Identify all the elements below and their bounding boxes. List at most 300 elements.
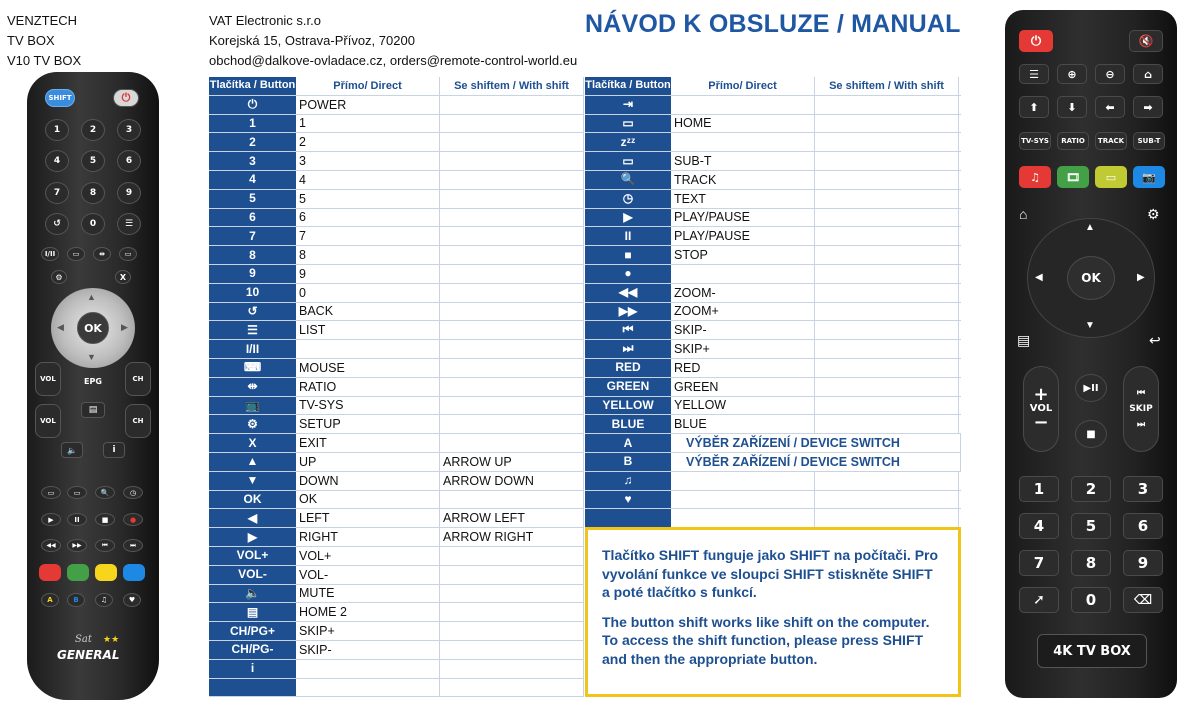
music-button: ♫ bbox=[1019, 166, 1051, 188]
header-shift: Se shiftem / With shift bbox=[440, 77, 584, 95]
delete-button: ⌫ bbox=[1123, 587, 1163, 613]
button-symbol: 4 bbox=[209, 171, 296, 189]
shift-note bbox=[585, 527, 961, 697]
button-symbol: GREEN bbox=[585, 378, 671, 396]
vol-minus-button: VOL bbox=[35, 404, 61, 438]
device-switch-cell: VÝBĚR ZAŘÍZENÍ / DEVICE SWITCH bbox=[671, 453, 961, 471]
next-button: ⏭ bbox=[123, 539, 143, 552]
device-switch-cell: VÝBĚR ZAŘÍZENÍ / DEVICE SWITCH bbox=[671, 434, 961, 452]
button-symbol: ▭ bbox=[585, 152, 671, 170]
direct-function: SKIP- bbox=[671, 321, 815, 339]
shift-function bbox=[815, 265, 959, 283]
header-direct: Přímo/ Direct bbox=[671, 77, 815, 95]
shift-function bbox=[815, 359, 959, 377]
brand-name: VENZTECH bbox=[7, 13, 78, 28]
shift-function bbox=[815, 378, 959, 396]
ok-button: OK bbox=[1067, 256, 1115, 300]
digit-1-button: 1 bbox=[45, 119, 69, 141]
direct-function bbox=[296, 340, 440, 358]
direct-function: SKIP+ bbox=[671, 340, 815, 358]
table-row bbox=[209, 603, 584, 622]
table-row bbox=[585, 453, 961, 472]
shift-function bbox=[440, 434, 584, 452]
button-symbol: II bbox=[585, 227, 671, 245]
green-button bbox=[67, 564, 89, 581]
nav-left-icon: ◀ bbox=[1035, 272, 1043, 283]
model-info bbox=[7, 11, 81, 71]
rewind-button: ◀◀ bbox=[41, 539, 61, 552]
company-name: VAT Electronic s.r.o bbox=[209, 13, 321, 28]
right-arrow-icon: ▶ bbox=[121, 322, 128, 332]
button-symbol: ⇹ bbox=[209, 378, 296, 396]
table-row bbox=[209, 566, 584, 585]
shift-function bbox=[440, 491, 584, 509]
digit-8-button: 8 bbox=[1071, 550, 1111, 576]
direct-function bbox=[671, 265, 815, 283]
table-row bbox=[209, 641, 584, 660]
direct-function bbox=[671, 491, 815, 509]
list-button: ☰ bbox=[1019, 64, 1049, 84]
power-button: ⏻ bbox=[113, 89, 139, 107]
company-info bbox=[209, 11, 577, 71]
direct-function: ZOOM- bbox=[671, 284, 815, 302]
vol-minus-icon: − bbox=[1033, 412, 1049, 433]
shift-function: ARROW RIGHT bbox=[440, 528, 584, 546]
header-shift: Se shiftem / With shift bbox=[815, 77, 959, 95]
table-row bbox=[209, 622, 584, 641]
shift-function: ARROW LEFT bbox=[440, 509, 584, 527]
volume-rocker bbox=[1023, 366, 1059, 452]
table-row bbox=[585, 152, 961, 171]
digit-6-button: 6 bbox=[1123, 513, 1163, 539]
direct-function bbox=[671, 96, 815, 114]
photo-button: 📷 bbox=[1133, 166, 1165, 188]
up-arrow-icon: ▲ bbox=[87, 292, 96, 302]
digit-3-button: 3 bbox=[1123, 476, 1163, 502]
page-title: NÁVOD K OBSLUZE / MANUAL bbox=[585, 10, 961, 38]
table-row bbox=[209, 171, 584, 190]
vol-plus-icon: + bbox=[1033, 384, 1049, 405]
table-row bbox=[585, 491, 961, 510]
company-emails: obchod@dalkove-ovladace.cz, orders@remote-control-world.eu bbox=[209, 53, 578, 68]
mute-button: 🔇 bbox=[1129, 30, 1163, 52]
button-symbol: 3 bbox=[209, 152, 296, 170]
button-symbol: OK bbox=[209, 491, 296, 509]
table-row bbox=[209, 547, 584, 566]
table-row bbox=[585, 284, 961, 303]
shift-function bbox=[815, 246, 959, 264]
table-row bbox=[585, 246, 961, 265]
button-symbol: 7 bbox=[209, 227, 296, 245]
mute-button: 🔈 bbox=[61, 442, 83, 458]
shift-function bbox=[440, 359, 584, 377]
direct-function: DOWN bbox=[296, 472, 440, 490]
shift-function bbox=[440, 171, 584, 189]
table-header bbox=[585, 77, 961, 96]
zoom-in-button: ⊕ bbox=[1057, 64, 1087, 84]
shift-function bbox=[815, 321, 959, 339]
direct-function: VOL+ bbox=[296, 547, 440, 565]
shift-function bbox=[440, 641, 584, 659]
table-row bbox=[585, 115, 961, 134]
setup-icon: ⚙ bbox=[1147, 206, 1160, 222]
note-english: The button shift works like shift on the computer. To access the shift function, please press SHIFT and then the appropriate button. bbox=[602, 613, 930, 667]
small-button: ▭ bbox=[41, 486, 61, 499]
shift-function bbox=[815, 472, 959, 490]
table-row bbox=[585, 303, 961, 322]
digit-6-button: 6 bbox=[117, 150, 141, 172]
button-symbol: ▼ bbox=[209, 472, 296, 490]
button-symbol: ▤ bbox=[209, 603, 296, 621]
header-button: Tlačítka / Button bbox=[585, 77, 671, 95]
small-button: I/II bbox=[41, 247, 59, 261]
button-symbol: 1 bbox=[209, 115, 296, 133]
button-symbol: ◀ bbox=[209, 509, 296, 527]
table-row bbox=[585, 359, 961, 378]
button-symbol: 10 bbox=[209, 284, 296, 302]
model-name: V10 TV BOX bbox=[7, 53, 82, 68]
table-row bbox=[585, 340, 961, 359]
small-button: ▭ bbox=[67, 247, 85, 261]
digit-7-button: 7 bbox=[45, 182, 69, 204]
header-button: Tlačítka / Button bbox=[209, 77, 296, 95]
direct-function: EXIT bbox=[296, 434, 440, 452]
shift-function bbox=[440, 265, 584, 283]
direct-function: TEXT bbox=[671, 190, 815, 208]
button-symbol bbox=[209, 679, 296, 697]
table-row bbox=[209, 284, 584, 303]
table-row bbox=[209, 378, 584, 397]
table-row bbox=[209, 415, 584, 434]
button-symbol: ▲ bbox=[209, 453, 296, 471]
button-symbol: ◀◀ bbox=[585, 284, 671, 302]
shift-function bbox=[440, 246, 584, 264]
direct-function: LIST bbox=[296, 321, 440, 339]
direct-function: 0 bbox=[296, 284, 440, 302]
digit-2-button: 2 bbox=[81, 119, 105, 141]
menu-icon: ▤ bbox=[1017, 332, 1031, 348]
nav-down-icon: ▼ bbox=[1085, 320, 1095, 331]
button-symbol: X bbox=[209, 434, 296, 452]
skip-label: SKIP bbox=[1129, 404, 1153, 414]
direct-function: 3 bbox=[296, 152, 440, 170]
favorite-button: ♥ bbox=[123, 593, 141, 607]
direct-function: SUB-T bbox=[671, 152, 815, 170]
shift-function bbox=[815, 133, 959, 151]
table-row bbox=[209, 209, 584, 228]
brand-sub-label: Sat bbox=[75, 634, 92, 645]
direct-function: MUTE bbox=[296, 585, 440, 603]
nav-up-icon: ▲ bbox=[1085, 222, 1095, 233]
brand-stars-icon: ★★ bbox=[103, 634, 120, 644]
play-pause-button: ▶II bbox=[1075, 374, 1107, 402]
down-arrow-icon: ▼ bbox=[87, 352, 96, 362]
back-icon: ↩ bbox=[1149, 332, 1161, 348]
brand-logo: GENERAL bbox=[57, 648, 120, 662]
original-remote-image bbox=[1005, 10, 1177, 698]
direct-function: GREEN bbox=[671, 378, 815, 396]
button-symbol: VOL+ bbox=[209, 547, 296, 565]
video-button: 🎞 bbox=[1057, 166, 1089, 188]
table-row bbox=[585, 133, 961, 152]
forward-button: ▶▶ bbox=[67, 539, 87, 552]
direct-function: SETUP bbox=[296, 415, 440, 433]
button-symbol: RED bbox=[585, 359, 671, 377]
tv-sys-button: TV-SYS bbox=[1019, 132, 1051, 150]
shift-function bbox=[440, 227, 584, 245]
table-row bbox=[209, 491, 584, 510]
direct-function: RIGHT bbox=[296, 528, 440, 546]
button-symbol: ⏮ bbox=[585, 321, 671, 339]
direct-function: 5 bbox=[296, 190, 440, 208]
shift-function bbox=[440, 209, 584, 227]
shift-function bbox=[440, 378, 584, 396]
button-symbol: ♫ bbox=[585, 472, 671, 490]
small-button: ▭ bbox=[119, 247, 137, 261]
table-row bbox=[585, 171, 961, 190]
direct-function: PLAY/PAUSE bbox=[671, 209, 815, 227]
digit-1-button: 1 bbox=[1019, 476, 1059, 502]
zoom-out-button: ⊖ bbox=[1095, 64, 1125, 84]
shift-function bbox=[815, 284, 959, 302]
table-row bbox=[209, 528, 584, 547]
table-row bbox=[209, 190, 584, 209]
digit-2-button: 2 bbox=[1071, 476, 1111, 502]
direct-function: MOUSE bbox=[296, 359, 440, 377]
digit-5-button: 5 bbox=[1071, 513, 1111, 539]
button-symbol: ▭ bbox=[585, 115, 671, 133]
skip-forward-icon: ⏭ bbox=[1136, 420, 1146, 430]
shift-function bbox=[815, 96, 959, 114]
button-symbol: B bbox=[585, 453, 671, 471]
table-row bbox=[585, 265, 961, 284]
arrow-right-button: ➡ bbox=[1133, 96, 1163, 118]
shift-function bbox=[440, 679, 584, 697]
button-symbol: ⚙ bbox=[209, 415, 296, 433]
home-icon: ⌂ bbox=[1019, 206, 1028, 222]
table-row bbox=[209, 359, 584, 378]
digit-7-button: 7 bbox=[1019, 550, 1059, 576]
shift-function bbox=[440, 415, 584, 433]
button-symbol: BLUE bbox=[585, 415, 671, 433]
table-row bbox=[209, 152, 584, 171]
shift-function bbox=[815, 340, 959, 358]
small-button: ⇹ bbox=[93, 247, 111, 261]
table-row bbox=[209, 321, 584, 340]
shift-function bbox=[815, 115, 959, 133]
ch-minus-button: CH bbox=[125, 404, 151, 438]
shift-function bbox=[440, 96, 584, 114]
direct-function: PLAY/PAUSE bbox=[671, 227, 815, 245]
direct-function bbox=[296, 679, 440, 697]
skip-rocker bbox=[1123, 366, 1159, 452]
button-symbol: ⇥ bbox=[585, 96, 671, 114]
table-row bbox=[585, 190, 961, 209]
a-button: A bbox=[41, 593, 59, 607]
button-symbol: 📺 bbox=[209, 397, 296, 415]
small-button: ◷ bbox=[123, 486, 143, 499]
direct-function: 1 bbox=[296, 115, 440, 133]
small-button: 🔍 bbox=[95, 486, 115, 499]
direct-function: 9 bbox=[296, 265, 440, 283]
button-symbol: ▶▶ bbox=[585, 303, 671, 321]
table-row bbox=[209, 472, 584, 491]
button-symbol: ♥ bbox=[585, 491, 671, 509]
button-symbol: 9 bbox=[209, 265, 296, 283]
play-button: ▶ bbox=[41, 513, 61, 526]
direct-function: POWER bbox=[296, 96, 440, 114]
digit-0-button: 0 bbox=[1071, 587, 1111, 613]
table-row bbox=[585, 321, 961, 340]
digit-0-button: 0 bbox=[81, 213, 105, 235]
display-button: ▭ bbox=[1095, 166, 1127, 188]
shift-function bbox=[440, 603, 584, 621]
arrow-up-button: ⬆ bbox=[1019, 96, 1049, 118]
direct-function bbox=[671, 509, 815, 527]
table-row bbox=[209, 585, 584, 604]
button-symbol: 5 bbox=[209, 190, 296, 208]
direct-function: BLUE bbox=[671, 415, 815, 433]
button-symbol: 🔈 bbox=[209, 585, 296, 603]
button-symbol: ☰ bbox=[209, 321, 296, 339]
table-row bbox=[209, 96, 584, 115]
button-symbol: CH/PG+ bbox=[209, 622, 296, 640]
button-symbol: ■ bbox=[585, 246, 671, 264]
table-row bbox=[209, 227, 584, 246]
arrow-down-button: ⬇ bbox=[1057, 96, 1087, 118]
shift-function bbox=[440, 547, 584, 565]
direct-function: 6 bbox=[296, 209, 440, 227]
button-symbol: i bbox=[209, 660, 296, 678]
small-button: ▭ bbox=[67, 486, 87, 499]
direct-function: STOP bbox=[671, 246, 815, 264]
shift-function bbox=[815, 190, 959, 208]
direct-function: HOME bbox=[671, 115, 815, 133]
power-button: ⏻ bbox=[1019, 30, 1053, 52]
mouse-button: ➚ bbox=[1019, 587, 1059, 613]
table-row bbox=[209, 246, 584, 265]
table-row bbox=[209, 434, 584, 453]
table-row bbox=[209, 340, 584, 359]
button-symbol: 6 bbox=[209, 209, 296, 227]
button-symbol: ↺ bbox=[209, 303, 296, 321]
shift-function bbox=[815, 397, 959, 415]
home-button: ⌂ bbox=[1133, 64, 1163, 84]
digit-4-button: 4 bbox=[1019, 513, 1059, 539]
brand-plate: 4K TV BOX bbox=[1037, 634, 1147, 668]
button-symbol: ◷ bbox=[585, 190, 671, 208]
direct-function: 7 bbox=[296, 227, 440, 245]
direct-function: LEFT bbox=[296, 509, 440, 527]
vol-label: VOL bbox=[1029, 403, 1053, 414]
shift-function bbox=[440, 585, 584, 603]
direct-function: TV-SYS bbox=[296, 397, 440, 415]
direct-function: 4 bbox=[296, 171, 440, 189]
button-symbol: CH/PG- bbox=[209, 641, 296, 659]
button-symbol: ⏻ bbox=[209, 96, 296, 114]
button-symbol: 🔍 bbox=[585, 171, 671, 189]
shift-function bbox=[440, 660, 584, 678]
shift-function bbox=[440, 340, 584, 358]
track-button: TRACK bbox=[1095, 132, 1127, 150]
company-address: Korejská 15, Ostrava-Přívoz, 70200 bbox=[209, 33, 415, 48]
direct-function: 8 bbox=[296, 246, 440, 264]
table-header bbox=[209, 77, 584, 96]
direct-function bbox=[296, 660, 440, 678]
digit-3-button: 3 bbox=[117, 119, 141, 141]
shift-function bbox=[815, 152, 959, 170]
shift-function: ARROW UP bbox=[440, 453, 584, 471]
shift-function bbox=[440, 133, 584, 151]
button-symbol: 2 bbox=[209, 133, 296, 151]
shift-function: ARROW DOWN bbox=[440, 472, 584, 490]
back-button: ↺ bbox=[45, 213, 69, 235]
button-symbol: ⏭ bbox=[585, 340, 671, 358]
button-symbol: 8 bbox=[209, 246, 296, 264]
note-czech: Tlačítko SHIFT funguje jako SHIFT na počítači. Pro vyvolání funkce ve sloupci SHIFT stiskněte SHIFT a poté tlačítko s funkcí. bbox=[602, 547, 939, 600]
red-button bbox=[39, 564, 61, 581]
button-symbol: A bbox=[585, 434, 671, 452]
shift-function bbox=[440, 303, 584, 321]
direct-function: RATIO bbox=[296, 378, 440, 396]
button-symbol: ● bbox=[585, 265, 671, 283]
yellow-button bbox=[95, 564, 117, 581]
shift-function bbox=[815, 171, 959, 189]
direct-function bbox=[671, 472, 815, 490]
shift-function bbox=[440, 115, 584, 133]
ratio-button: RATIO bbox=[1057, 132, 1089, 150]
stop-button: ■ bbox=[95, 513, 115, 526]
digit-5-button: 5 bbox=[81, 150, 105, 172]
info-button: i bbox=[103, 442, 125, 458]
table-row bbox=[585, 209, 961, 228]
epg-button: EPG bbox=[84, 376, 102, 386]
exit-button: X bbox=[115, 270, 131, 284]
button-symbol: ▶ bbox=[585, 209, 671, 227]
direct-function: RED bbox=[671, 359, 815, 377]
button-symbol bbox=[585, 509, 671, 527]
direct-function: BACK bbox=[296, 303, 440, 321]
shift-function bbox=[440, 152, 584, 170]
arrow-left-button: ⬅ bbox=[1095, 96, 1125, 118]
table-row bbox=[585, 378, 961, 397]
ch-plus-button: CH bbox=[125, 362, 151, 396]
prev-button: ⏮ bbox=[95, 539, 115, 552]
button-symbol: ⌨ bbox=[209, 359, 296, 377]
button-symbol: zᶻᶻ bbox=[585, 133, 671, 151]
shift-button: SHIFT bbox=[45, 89, 75, 107]
universal-remote-image bbox=[27, 72, 159, 700]
direct-function: ZOOM+ bbox=[671, 303, 815, 321]
sub-t-button: SUB-T bbox=[1133, 132, 1165, 150]
table-row bbox=[585, 472, 961, 491]
table-row bbox=[585, 415, 961, 434]
direct-function: HOME 2 bbox=[296, 603, 440, 621]
table-row bbox=[585, 397, 961, 416]
setup-button: ⚙ bbox=[51, 270, 67, 284]
table-row bbox=[209, 660, 584, 679]
music-button: ♫ bbox=[95, 593, 113, 607]
pause-button: II bbox=[67, 513, 87, 526]
digit-9-button: 9 bbox=[1123, 550, 1163, 576]
table-row bbox=[209, 265, 584, 284]
table-row bbox=[585, 96, 961, 115]
direct-function: YELLOW bbox=[671, 397, 815, 415]
digit-8-button: 8 bbox=[81, 182, 105, 204]
digit-4-button: 4 bbox=[45, 150, 69, 172]
shift-function bbox=[440, 284, 584, 302]
shift-function bbox=[440, 321, 584, 339]
